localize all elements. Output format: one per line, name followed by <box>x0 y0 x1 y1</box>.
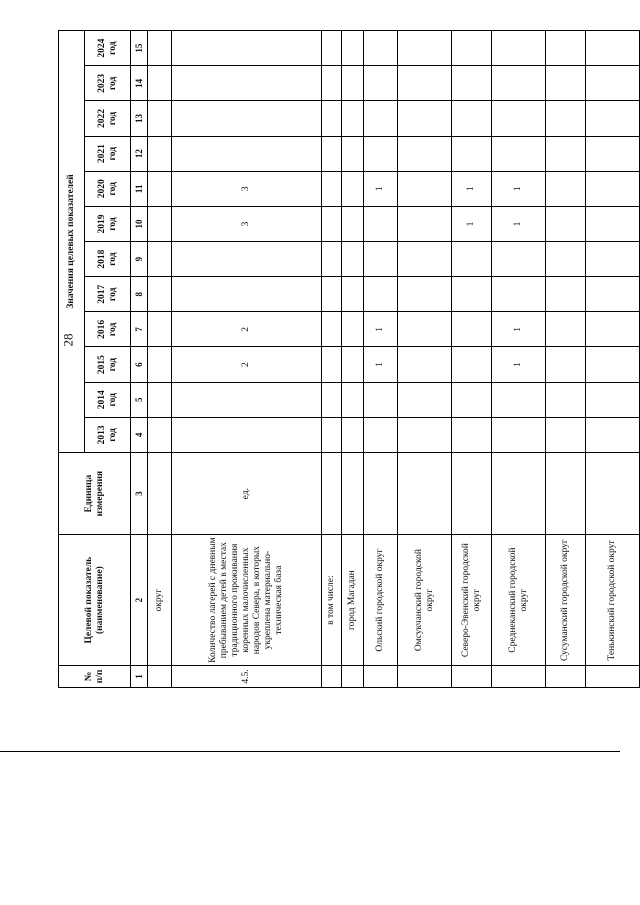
value-cell: 2 <box>172 347 322 382</box>
value-cell <box>452 417 492 452</box>
value-cell <box>342 101 364 136</box>
value-cell <box>364 382 398 417</box>
value-cell <box>322 417 342 452</box>
indicator-name: Среднеканский городской округ <box>492 535 546 666</box>
value-cell <box>342 66 364 101</box>
table-row <box>342 31 364 688</box>
header-values-group: Значения целевых показателей <box>59 31 85 453</box>
value-cell <box>492 66 546 101</box>
value-cell <box>322 347 342 382</box>
value-cell <box>546 171 586 206</box>
value-cell <box>364 277 398 312</box>
value-cell <box>342 136 364 171</box>
value-cell <box>172 66 322 101</box>
column-number: 3 <box>131 452 148 534</box>
value-cell <box>546 382 586 417</box>
unit-cell <box>342 452 364 534</box>
value-cell <box>148 417 172 452</box>
value-cell <box>148 382 172 417</box>
value-cell <box>546 347 586 382</box>
value-cell <box>172 242 322 277</box>
value-cell <box>452 382 492 417</box>
row-number <box>364 665 398 687</box>
column-number: 6 <box>131 347 148 382</box>
value-cell <box>364 242 398 277</box>
value-cell <box>322 136 342 171</box>
unit-cell <box>148 452 172 534</box>
indicator-name: Северо-Эвенский городской округ <box>452 535 492 666</box>
value-cell <box>398 206 452 241</box>
value-cell <box>492 31 546 66</box>
value-cell <box>452 242 492 277</box>
value-cell <box>546 136 586 171</box>
value-cell <box>364 136 398 171</box>
value-cell <box>586 31 640 66</box>
row-number: 4.5. <box>172 665 322 687</box>
value-cell <box>322 171 342 206</box>
header-year: 2021 год <box>85 136 131 171</box>
value-cell <box>586 312 640 347</box>
value-cell <box>492 417 546 452</box>
value-cell <box>586 242 640 277</box>
value-cell: 3 <box>172 171 322 206</box>
value-cell <box>364 101 398 136</box>
indicator-name: Количество лагерей с дневным пребыванием детей в местах традиционного проживания коренных малочисленных народов Севера, в которых укреплена материально-техническая база <box>172 535 322 666</box>
value-cell <box>172 136 322 171</box>
value-cell <box>398 277 452 312</box>
column-number: 7 <box>131 312 148 347</box>
column-number: 14 <box>131 66 148 101</box>
value-cell <box>342 277 364 312</box>
unit-cell <box>586 452 640 534</box>
value-cell <box>586 101 640 136</box>
value-cell <box>342 312 364 347</box>
footer-rule <box>0 751 620 753</box>
value-cell <box>586 206 640 241</box>
column-number: 15 <box>131 31 148 66</box>
header-year: 2024 год <box>85 31 131 66</box>
value-cell <box>546 277 586 312</box>
column-number: 13 <box>131 101 148 136</box>
table-row <box>452 31 492 688</box>
header-year: 2015 год <box>85 347 131 382</box>
value-cell <box>452 136 492 171</box>
value-cell <box>148 136 172 171</box>
value-cell <box>342 171 364 206</box>
value-cell <box>546 66 586 101</box>
value-cell <box>492 101 546 136</box>
value-cell <box>322 31 342 66</box>
row-number <box>342 665 364 687</box>
unit-cell: ед. <box>172 452 322 534</box>
value-cell <box>364 66 398 101</box>
value-cell <box>398 66 452 101</box>
value-cell <box>398 382 452 417</box>
value-cell <box>586 382 640 417</box>
column-number: 2 <box>131 535 148 666</box>
value-cell: 1 <box>364 347 398 382</box>
header-year: 2017 год <box>85 277 131 312</box>
value-cell <box>452 31 492 66</box>
value-cell <box>322 66 342 101</box>
row-number <box>148 665 172 687</box>
value-cell <box>398 347 452 382</box>
row-number <box>492 665 546 687</box>
value-cell <box>148 31 172 66</box>
column-number: 9 <box>131 242 148 277</box>
value-cell <box>452 277 492 312</box>
value-cell <box>398 136 452 171</box>
header-num: № п/п <box>59 665 131 687</box>
value-cell <box>452 312 492 347</box>
value-cell <box>148 206 172 241</box>
value-cell <box>452 101 492 136</box>
header-year: 2014 год <box>85 382 131 417</box>
value-cell <box>452 347 492 382</box>
value-cell <box>586 66 640 101</box>
indicators-table <box>58 30 640 688</box>
value-cell: 1 <box>492 347 546 382</box>
value-cell <box>492 242 546 277</box>
indicator-name: город Магадан <box>342 535 364 666</box>
table-row <box>148 31 172 688</box>
indicator-name: Омсукчанский городской округ <box>398 535 452 666</box>
column-number: 5 <box>131 382 148 417</box>
header-year: 2019 год <box>85 206 131 241</box>
value-cell <box>172 101 322 136</box>
value-cell <box>322 312 342 347</box>
value-cell <box>398 242 452 277</box>
table-row <box>546 31 586 688</box>
column-number: 11 <box>131 171 148 206</box>
value-cell: 3 <box>172 206 322 241</box>
value-cell <box>342 206 364 241</box>
value-cell <box>492 277 546 312</box>
value-cell: 1 <box>452 171 492 206</box>
header-year: 2016 год <box>85 312 131 347</box>
value-cell <box>546 417 586 452</box>
value-cell: 1 <box>492 312 546 347</box>
table-row <box>322 31 342 688</box>
column-number: 12 <box>131 136 148 171</box>
unit-cell <box>398 452 452 534</box>
unit-cell <box>452 452 492 534</box>
value-cell <box>342 31 364 66</box>
value-cell <box>398 31 452 66</box>
value-cell <box>452 66 492 101</box>
unit-cell <box>546 452 586 534</box>
indicator-name: Тенькинский городской округ <box>586 535 640 666</box>
value-cell <box>586 417 640 452</box>
header-year: 2013 год <box>85 417 131 452</box>
value-cell <box>172 31 322 66</box>
value-cell <box>148 312 172 347</box>
table-row <box>364 31 398 688</box>
value-cell: 1 <box>452 206 492 241</box>
header-year: 2020 год <box>85 171 131 206</box>
table-row <box>398 31 452 688</box>
value-cell <box>322 101 342 136</box>
row-number <box>546 665 586 687</box>
header-indicator: Целевой показатель (наименование) <box>59 535 131 666</box>
value-cell <box>586 347 640 382</box>
value-cell <box>546 101 586 136</box>
table-row <box>172 31 322 688</box>
rotated-table-wrapper <box>58 30 618 688</box>
value-cell <box>586 171 640 206</box>
value-cell <box>172 382 322 417</box>
value-cell <box>322 277 342 312</box>
value-cell <box>398 101 452 136</box>
header-year: 2018 год <box>85 242 131 277</box>
value-cell: 1 <box>492 171 546 206</box>
header-year: 2023 год <box>85 66 131 101</box>
value-cell: 1 <box>492 206 546 241</box>
page-number: 28 <box>60 333 76 347</box>
unit-cell <box>322 452 342 534</box>
column-number: 1 <box>131 665 148 687</box>
value-cell <box>172 417 322 452</box>
indicator-name: в том числе: <box>322 535 342 666</box>
value-cell <box>322 206 342 241</box>
row-number <box>398 665 452 687</box>
value-cell <box>172 277 322 312</box>
value-cell <box>148 101 172 136</box>
unit-cell <box>492 452 546 534</box>
value-cell <box>148 277 172 312</box>
value-cell <box>342 382 364 417</box>
column-number: 4 <box>131 417 148 452</box>
value-cell <box>148 242 172 277</box>
value-cell <box>322 242 342 277</box>
value-cell: 1 <box>364 312 398 347</box>
value-cell <box>546 206 586 241</box>
value-cell <box>398 417 452 452</box>
indicator-name: округ <box>148 535 172 666</box>
value-cell <box>586 136 640 171</box>
row-number <box>452 665 492 687</box>
value-cell <box>322 382 342 417</box>
value-cell <box>148 171 172 206</box>
table-row <box>586 31 640 688</box>
value-cell: 1 <box>364 171 398 206</box>
value-cell <box>492 382 546 417</box>
column-number: 10 <box>131 206 148 241</box>
row-number <box>586 665 640 687</box>
indicator-name: Сусуманский городской округ <box>546 535 586 666</box>
value-cell <box>148 66 172 101</box>
column-number: 8 <box>131 277 148 312</box>
value-cell: 2 <box>172 312 322 347</box>
value-cell <box>398 312 452 347</box>
value-cell <box>364 417 398 452</box>
value-cell <box>364 206 398 241</box>
value-cell <box>492 136 546 171</box>
value-cell <box>364 31 398 66</box>
value-cell <box>546 242 586 277</box>
value-cell <box>342 417 364 452</box>
value-cell <box>342 347 364 382</box>
value-cell <box>148 347 172 382</box>
value-cell <box>586 277 640 312</box>
header-year: 2022 год <box>85 101 131 136</box>
indicator-name: Ольский городской округ <box>364 535 398 666</box>
value-cell <box>398 171 452 206</box>
row-number <box>322 665 342 687</box>
unit-cell <box>364 452 398 534</box>
value-cell <box>546 31 586 66</box>
table-row <box>492 31 546 688</box>
header-unit: Единица измерения <box>59 452 131 534</box>
value-cell <box>546 312 586 347</box>
value-cell <box>342 242 364 277</box>
